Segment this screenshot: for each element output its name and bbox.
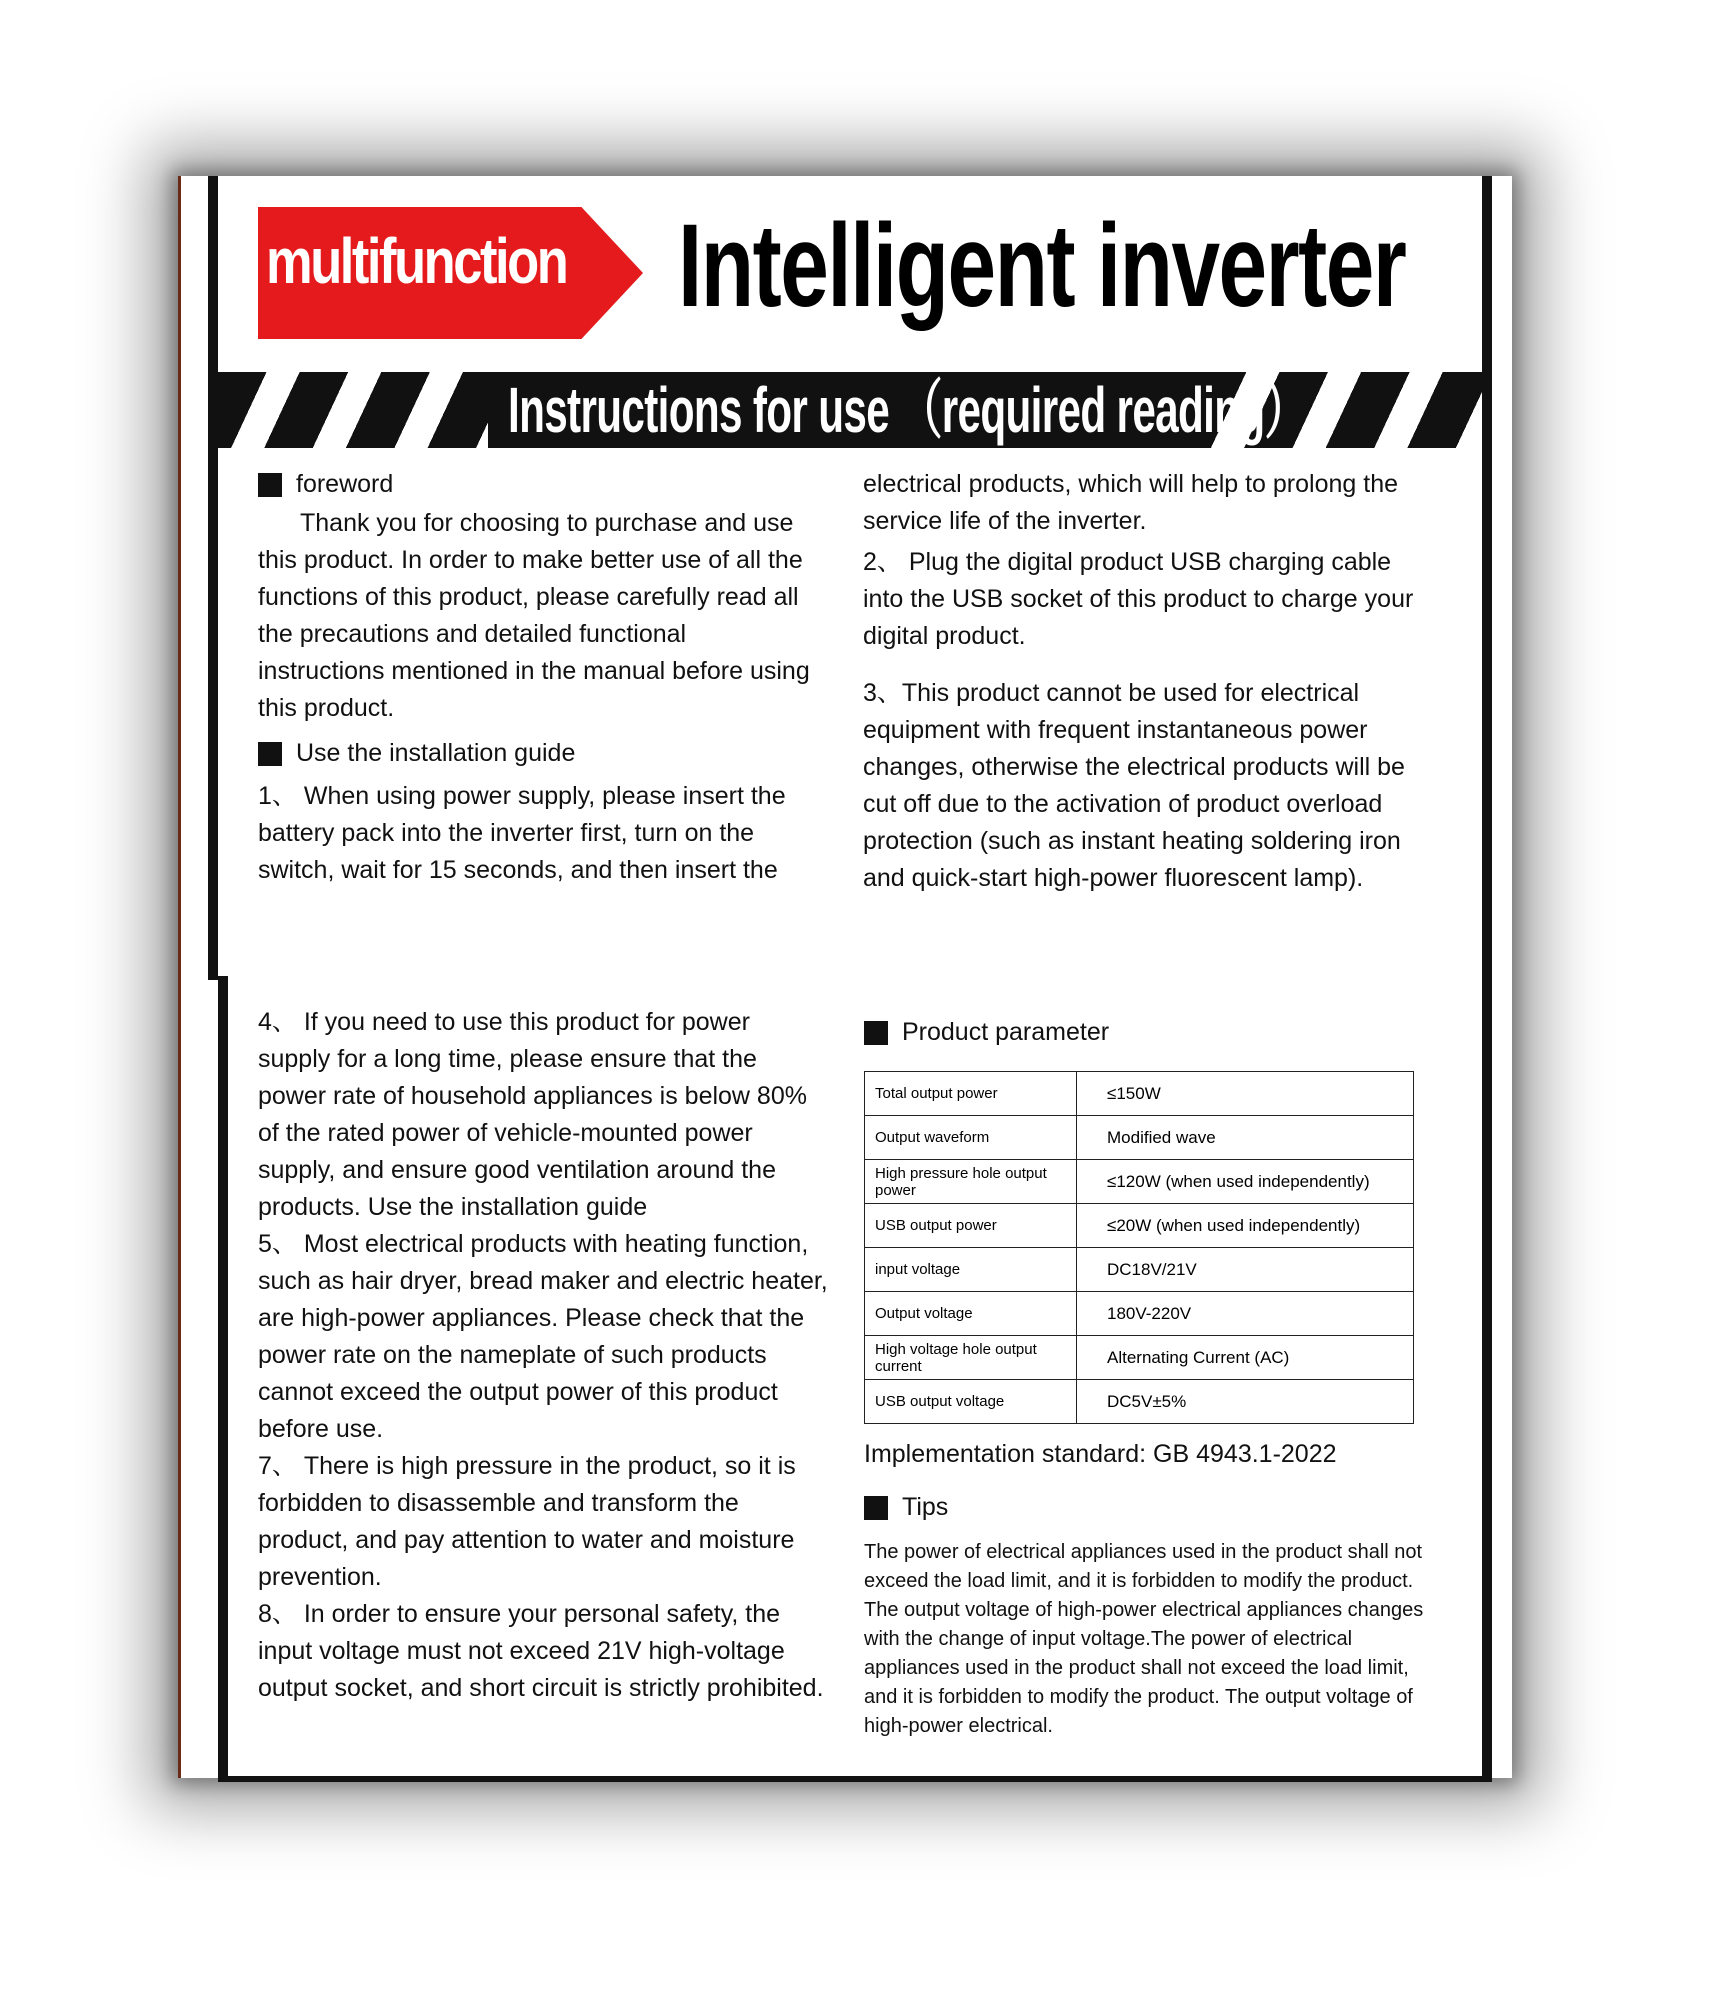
- table-row: [865, 1116, 1414, 1160]
- table-row: [865, 1292, 1414, 1336]
- param-key: Output waveform: [865, 1116, 1077, 1160]
- params-table: [864, 1071, 1414, 1424]
- param-key: High voltage hole output current: [865, 1336, 1077, 1380]
- square-bullet-icon: [864, 1021, 888, 1045]
- table-row: [865, 1204, 1414, 1248]
- install-item-3: 3、This product cannot be used for electrical equipment with frequent instantaneous power changes, otherwise the electrical products will be cut off due to the activation of product overload protection (such as instant heating soldering iron and quick-start high-power fluorescent lamp).: [863, 679, 1405, 892]
- sheet-edge: [178, 176, 181, 1778]
- table-row: [865, 1072, 1414, 1116]
- param-key: input voltage: [865, 1248, 1077, 1292]
- badge-label: multifunction: [266, 225, 567, 297]
- standard-line: Implementation standard: GB 4943.1-2022: [864, 1440, 1337, 1468]
- param-value: Modified wave: [1077, 1116, 1414, 1160]
- right-column-bottom: [864, 1436, 1434, 1741]
- param-key: High pressure hole output power: [865, 1160, 1077, 1204]
- tips-text: The power of electrical appliances used in the product shall not exceed the load limit, and it is forbidden to modify the product. The output voltage of high-power electrical appliances changes with the change of input voltage.The power of electrical appliances used in the product shall not exceed the load limit, and it is forbidden to modify the product. The output voltage of high-power electrical.: [864, 1541, 1424, 1737]
- manual-sheet: [178, 176, 1512, 1778]
- param-value: Alternating Current (AC): [1077, 1336, 1414, 1380]
- param-key: Total output power: [865, 1072, 1077, 1116]
- param-value: 180V-220V: [1077, 1292, 1414, 1336]
- top-panel: [208, 176, 1492, 980]
- install-item-4: 4、 If you need to use this product for power supply for a long time, please ensure that the power rate of household appliances is below 80% of the rated power of vehicle-mounted power supply, and ensure good ventilation around the products. Use the installation guide: [258, 1008, 807, 1221]
- square-bullet-icon: [258, 473, 282, 497]
- right-column-top: [863, 466, 1423, 897]
- install-item-1-continued: electrical products, which will help to prolong the service life of the inverter.: [863, 470, 1398, 535]
- square-bullet-icon: [258, 742, 282, 766]
- install-item-7: 7、 There is high pressure in the product, so it is forbidden to disassemble and transform the product, and pay attention to water and moisture prevention.: [258, 1452, 796, 1591]
- install-item-8: 8、 In order to ensure your personal safety, the input voltage must not exceed 21V high-voltage output socket, and short circuit is strictly prohibited.: [258, 1600, 824, 1702]
- install-heading: Use the installation guide: [258, 735, 818, 772]
- param-key: Output voltage: [865, 1292, 1077, 1336]
- table-row: [865, 1336, 1414, 1380]
- install-item-5: 5、 Most electrical products with heating function, such as hair dryer, bread maker and electric heater, are high-power appliances. Please check that the power rate on the nameplate of such products cannot exceed the output power of this product before use.: [258, 1230, 828, 1443]
- subtitle: Instructions for use （required reading）: [508, 374, 1307, 446]
- param-value: DC18V/21V: [1077, 1248, 1414, 1292]
- left-column-top: [258, 466, 818, 889]
- left-column-bottom: [258, 1004, 828, 1707]
- params-heading: Product parameter: [864, 1014, 1424, 1051]
- param-value: DC5V±5%: [1077, 1380, 1414, 1424]
- install-item-1: 1、 When using power supply, please insert the battery pack into the inverter first, turn on the switch, wait for 15 seconds, and then insert the: [258, 782, 786, 884]
- foreword-text: Thank you for choosing to purchase and use this product. In order to make better use of all the functions of this product, please carefully read all the precautions and detailed functional instructions mentioned in the manual before using this product.: [258, 509, 810, 722]
- param-value: ≤150W: [1077, 1072, 1414, 1116]
- install-item-2: 2、 Plug the digital product USB charging cable into the USB socket of this product to charge your digital product.: [863, 548, 1414, 650]
- param-value: ≤120W (when used independently): [1077, 1160, 1414, 1204]
- square-bullet-icon: [864, 1496, 888, 1520]
- tips-heading: Tips: [864, 1489, 1434, 1526]
- param-value: ≤20W (when used independently): [1077, 1204, 1414, 1248]
- table-row: [865, 1380, 1414, 1424]
- foreword-heading: foreword: [258, 466, 818, 503]
- param-key: USB output voltage: [865, 1380, 1077, 1424]
- param-key: USB output power: [865, 1204, 1077, 1248]
- bottom-panel: [218, 976, 1492, 1782]
- page-title: Intelligent inverter: [678, 200, 1406, 332]
- table-row: [865, 1248, 1414, 1292]
- table-row: [865, 1160, 1414, 1204]
- params-heading-block: [864, 1014, 1424, 1051]
